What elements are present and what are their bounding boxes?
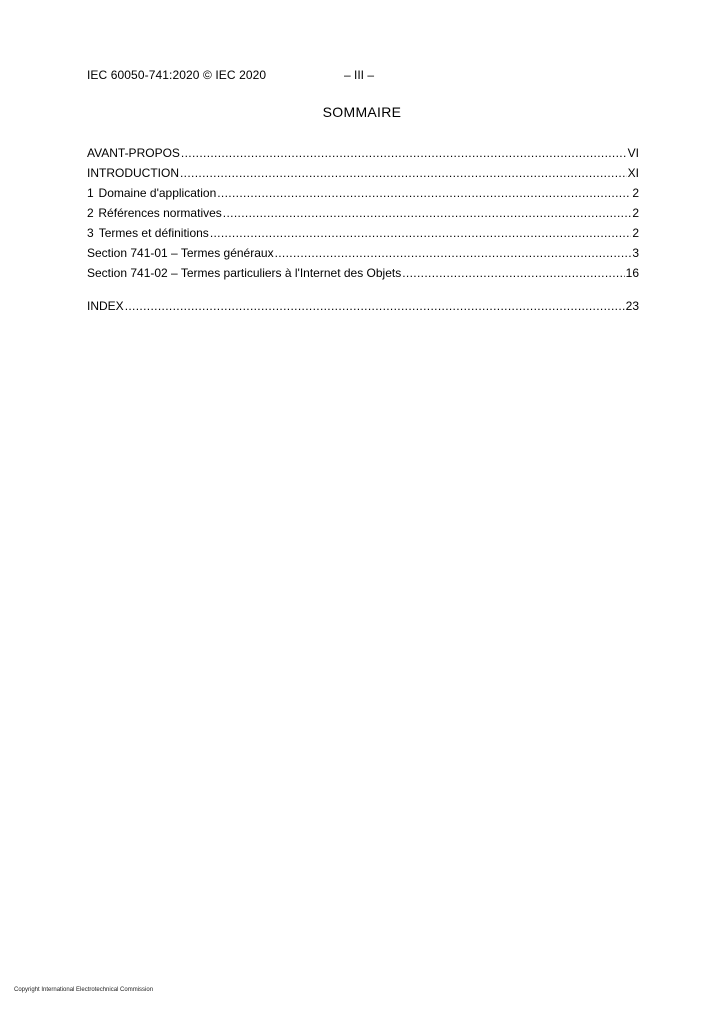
toc-entry-number: 1 — [87, 186, 94, 200]
copyright-footer: Copyright International Electrotechnical Commission — [14, 987, 154, 993]
toc-entry-page: 23 — [625, 299, 639, 313]
toc-leader-dots — [125, 299, 625, 313]
toc-entry-termes[interactable] — [87, 226, 639, 246]
toc-entry-section-02[interactable] — [87, 266, 639, 286]
toc-entry-page: 16 — [625, 266, 639, 280]
toc-leader-dots — [223, 206, 632, 220]
toc-entry-number: 3 — [87, 226, 94, 240]
document-reference: IEC 60050-741:2020 © IEC 2020 — [87, 68, 267, 82]
toc-leader-dots — [275, 246, 632, 260]
toc-entry-page: VI — [627, 146, 639, 160]
toc-entry-avant-propos[interactable] — [87, 146, 639, 166]
toc-leader-dots — [402, 266, 624, 280]
toc-entry-label: Section 741-02 – Termes particuliers à l'Internet des Objets — [87, 266, 402, 280]
toc-leader-dots — [180, 166, 627, 180]
toc-entry-page: 3 — [632, 246, 639, 260]
toc-entry-domaine[interactable] — [87, 186, 639, 206]
toc-entry-number: 2 — [87, 206, 94, 220]
toc-entry-section-01[interactable] — [87, 246, 639, 266]
page-number: – III – — [344, 68, 375, 82]
toc-entry-label: Section 741-01 – Termes généraux — [87, 246, 274, 260]
toc-entry-page: 2 — [632, 186, 639, 200]
toc-entry-page: XI — [627, 166, 639, 180]
table-of-contents — [87, 146, 639, 319]
toc-entry-label: Domaine d'application — [98, 186, 217, 200]
toc-entry-label: INTRODUCTION — [87, 166, 179, 180]
toc-leader-dots — [210, 226, 632, 240]
toc-entry-index[interactable] — [87, 299, 639, 319]
toc-entry-label: Références normatives — [98, 206, 222, 220]
toc-leader-dots — [217, 186, 631, 200]
toc-leader-dots — [181, 146, 627, 160]
toc-entry-references[interactable] — [87, 206, 639, 226]
toc-entry-label: Termes et définitions — [98, 226, 209, 240]
page-title: SOMMAIRE — [322, 104, 402, 120]
toc-entry-label: INDEX — [87, 299, 124, 313]
toc-entry-label: AVANT-PROPOS — [87, 146, 180, 160]
toc-entry-introduction[interactable] — [87, 166, 639, 186]
toc-entry-page: 2 — [632, 226, 639, 240]
toc-entry-page: 2 — [632, 206, 639, 220]
